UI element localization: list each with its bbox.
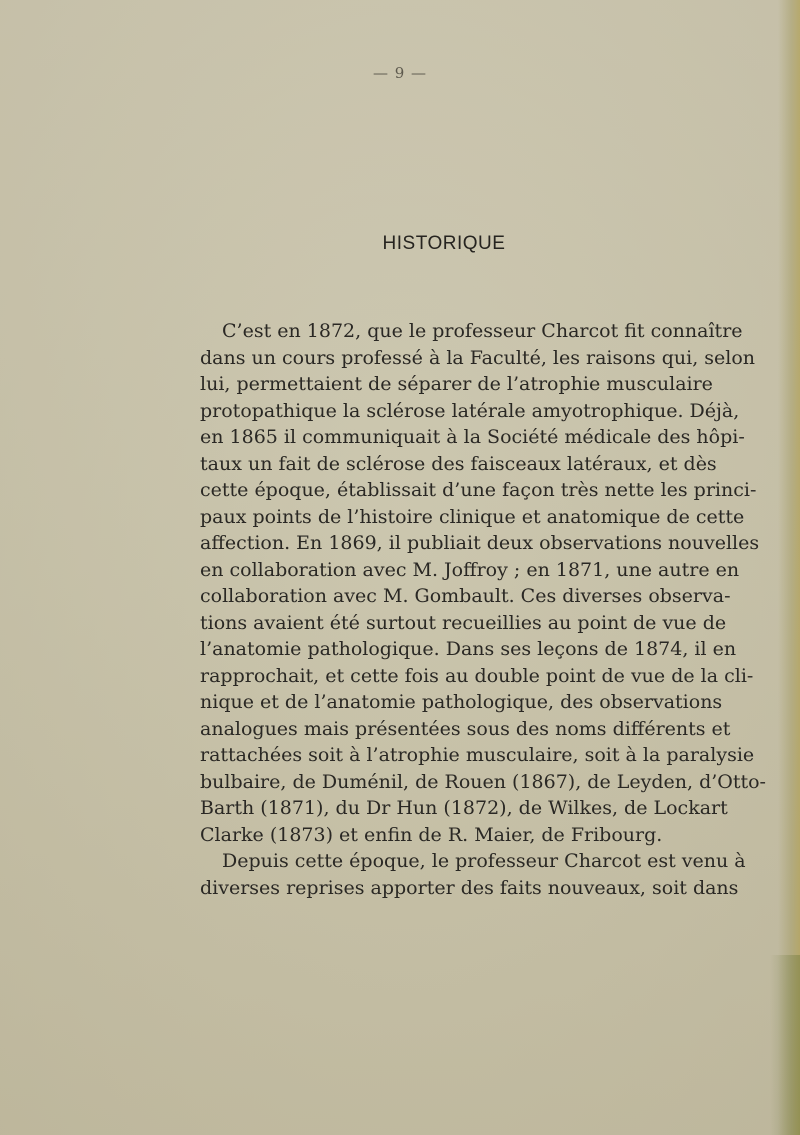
text-line: nique et de l’anatomie pathologique, des observations (200, 691, 723, 713)
text-line: l’anatomie pathologique. Dans ses leçons de 1874, il en (200, 638, 737, 660)
text-line: lui, permettaient de séparer de l’atrophie musculaire (200, 373, 713, 395)
text-line: en 1865 il communiquait à la Société médicale des hôpi- (200, 426, 745, 448)
text-line: bulbaire, de Duménil, de Rouen (1867), de Leyden, d’Otto- (200, 770, 766, 793)
text-line: rattachées soit à l’atrophie musculaire, soit à la paralysie (200, 744, 755, 766)
page-corner-stain (770, 955, 800, 1135)
text-line: Clarke (1873) et enfin de R. Maier, de Fribourg. (200, 823, 663, 846)
text-line: protopathique la sclérose latérale amyotrophique. Déjà, (200, 399, 740, 422)
text-line: collaboration avec M. Gombault. Ces diverses observa- (200, 585, 731, 607)
text-line: en collaboration avec M. Joffroy ; en 1871, une autre en (200, 558, 740, 581)
text-line: dans un cours professé à la Faculté, les raisons qui, selon (200, 346, 756, 369)
text-line: taux un fait de sclérose des faisceaux latéraux, et dès (200, 452, 717, 475)
body-text (200, 318, 766, 901)
text-line: analogues mais présentées sous des noms différents et (200, 717, 731, 740)
text-line: C’est en 1872, que le professeur Charcot fit connaître (222, 320, 743, 342)
page-number: — 9 — (372, 64, 428, 82)
text-line: tions avaient été surtout recueillies au point de vue de (200, 611, 727, 634)
section-heading: HISTORIQUE (382, 233, 506, 254)
text-line: Depuis cette époque, le professeur Charcot est venu à (222, 850, 746, 872)
text-line: affection. En 1869, il publiait deux observations nouvelles (200, 532, 760, 554)
text-line: rapprochait, et cette fois au double point de vue de la cli- (200, 664, 754, 687)
text-line: Barth (1871), du Dr Hun (1872), de Wilkes, de Lockart (200, 797, 728, 819)
text-line: diverses reprises apporter des faits nouveaux, soit dans (200, 876, 739, 899)
text-line: paux points de l’histoire clinique et anatomique de cette (200, 505, 745, 528)
text-line: cette époque, établissait d’une façon très nette les princi- (200, 479, 757, 501)
